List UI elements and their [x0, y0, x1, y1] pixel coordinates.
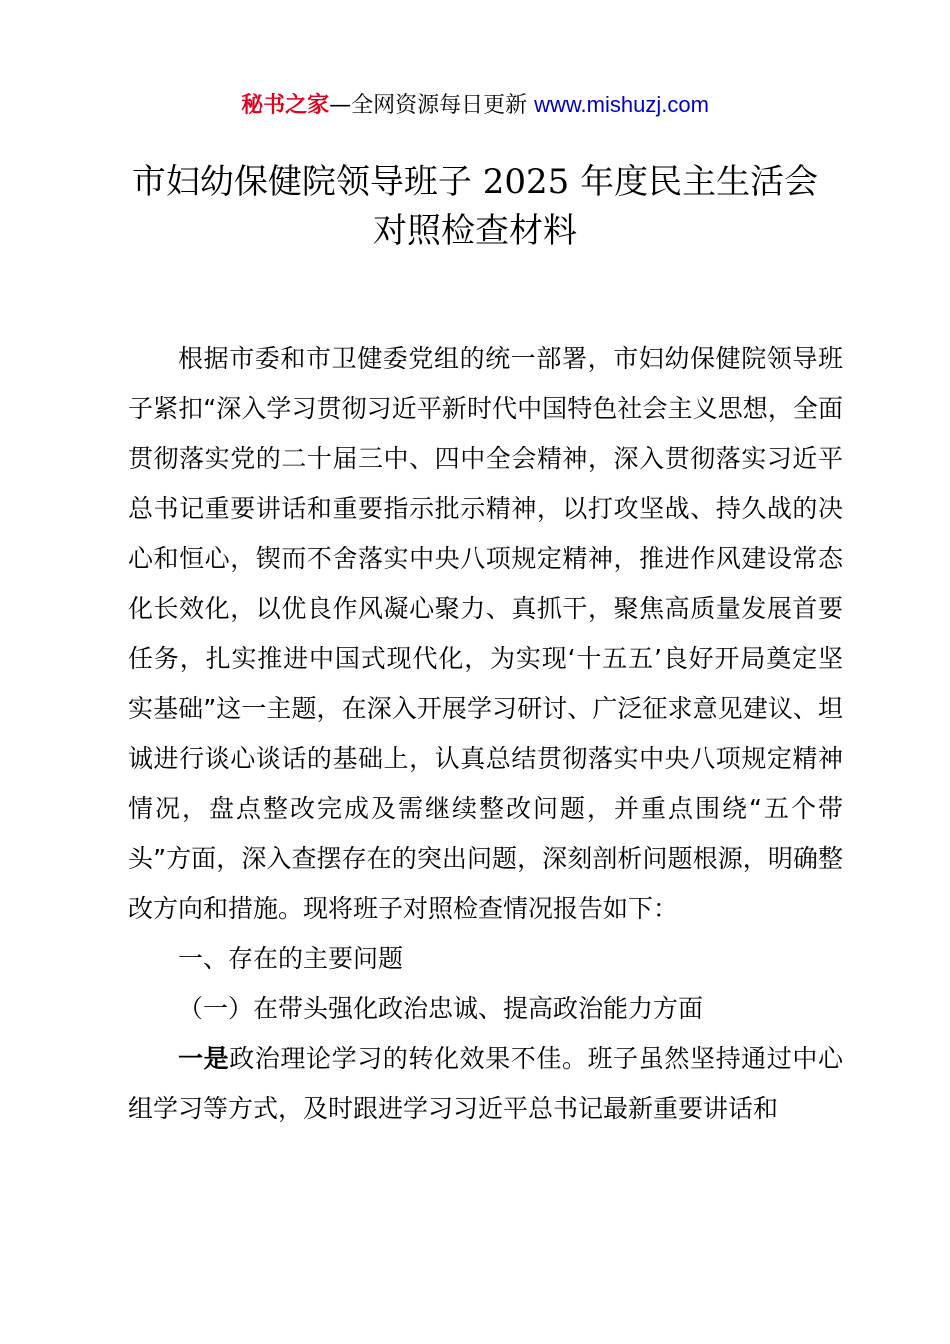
point-lead: 一是 [178, 1044, 230, 1073]
document-body [128, 334, 843, 1134]
site-tagline: —全网资源每日更新 [329, 93, 535, 118]
document-title-line2: 对照检查材料 [373, 211, 577, 251]
subsection-heading: （一）在带头强化政治忠诚、提高政治能力方面 [178, 994, 704, 1023]
intro-paragraph: 根据市委和市卫健委党组的统一部署，市妇幼保健院领导班子紧扣“深入学习贯彻习近平新时代中国特色社会主义思想，全面贯彻落实党的二十届三中、四中全会精神，深入贯彻落实习近平总书记重要讲话和重要指示批示精神，以打攻坚战、持久战的决心和恒心，锲而不舍落实中央八项规定精神，推进作风建设常态化长效化，以优良作风凝心聚力、真抓干，聚焦高质量发展首要任务，扎实推进中国式现代化，为实现‘十五五’良好开局奠定坚实基础”这一主题，在深入开展学习研讨、广泛征求意见建议、坦诚进行谈心谈话的基础上，认真总结贯彻落实中央八项规定精神情况，盘点整改完成及需继续整改问题，并重点围绕“五个带头”方面，深入查摆存在的突出问题，深刻剖析问题根源，明确整改方向和措施。现将班子对照检查情况报告如下： [128, 344, 843, 923]
point-paragraph [128, 1034, 843, 1134]
section-heading: 一、存在的主要问题 [178, 944, 404, 973]
document-title-line1: 市妇幼保健院领导班子 2025 年度民主生活会 [131, 162, 819, 202]
site-url-link[interactable]: www.mishuzj.com [534, 92, 709, 117]
site-brand: 秘书之家 [241, 93, 330, 118]
point-text: 政治理论学习的转化效果不佳。班子虽然坚持通过中心组学习等方式，及时跟进学习习近平总书记最新重要讲话和 [128, 1044, 843, 1123]
document-title [0, 158, 950, 256]
site-header [0, 88, 950, 123]
